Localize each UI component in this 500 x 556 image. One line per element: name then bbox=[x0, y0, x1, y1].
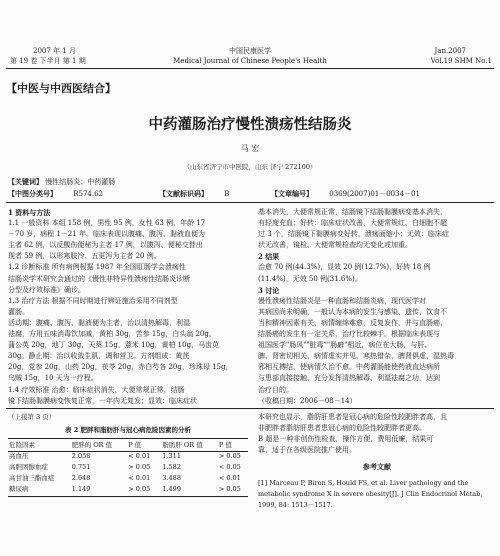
clc-label: 【中图分类号】 bbox=[8, 189, 57, 198]
body-line: B 超是一种非创伤性检查，操作方便，费用低廉，结果可 bbox=[258, 435, 434, 444]
body-line: 祖国医学"肠风""脏毒""肠癖"相近，病位在大肠，与肝、 bbox=[258, 341, 432, 350]
table-cell: > 0.05 bbox=[218, 484, 241, 493]
table-header-cell: 脂肪肝 OR 值 bbox=[162, 441, 203, 449]
header-journal-cn: 中国民康医学 bbox=[229, 47, 271, 55]
reference-line: metabolic syndrome X in severe obesity[J]. J Clin Endocrinol Metab, bbox=[258, 490, 483, 499]
continuation-note: （上接第 3 页） bbox=[8, 413, 56, 421]
body-line: 1.2 诊断标准 所有病例根据 1987 年全国肛肠学会溃疡性 bbox=[8, 263, 186, 272]
body-line: 治疗目的。 bbox=[258, 385, 293, 394]
body-line: 当和精神因素有关，病情缠绵难愈，反复发作，并与直肠癌、 bbox=[258, 318, 447, 327]
body-line: （收稿日期：2006－08－14） bbox=[258, 396, 357, 405]
body-line: 慢性溃疡性结肠炎是一种直肠和结肠炎病，现代医学对 bbox=[258, 296, 426, 305]
table-cell: > 0.05 bbox=[128, 484, 151, 493]
body-line: 与患部直接接触，充分发挥清热解毒、利湿祛腐之功，达到 bbox=[258, 374, 440, 383]
references-heading: 参考文献 bbox=[363, 462, 391, 471]
body-line: 脾、肾密切相关，病情虚实并见，寒热错杂，脾肾俱虚，湿热毒 bbox=[258, 352, 454, 361]
body-line: 基本消失，大便常规正常，结肠镜下结肠黏膜病变基本消失， bbox=[258, 208, 447, 216]
body-line: 其病因尚未明确，一般认为本病的发生与感染、遗传、饮食不 bbox=[258, 307, 447, 316]
meta-rule bbox=[6, 202, 494, 203]
section-tag: 【中医与中西医结合】 bbox=[6, 82, 116, 95]
table-header-rule bbox=[8, 451, 248, 452]
body-line: 靠，适于在各级医院推广使用。 bbox=[258, 446, 356, 455]
doc-code-value: B bbox=[224, 190, 230, 198]
table-cell: 2.058 bbox=[71, 451, 91, 460]
body-line: 过 3 个，结肠镜下黏膜病变好转，溃疡面缩小；无效：临床症 bbox=[258, 230, 449, 239]
affiliation: （山东省济宁市中医院，山东 济宁 272100） bbox=[183, 163, 317, 171]
doc-code-label: 【文献标识码】 bbox=[159, 189, 208, 198]
body-line: 活动期：腹痛、腹泻、黏液便为主者，治以清热解毒，利湿 bbox=[8, 318, 190, 327]
table-cell: 1.582 bbox=[162, 462, 181, 471]
table-cell: < 0.05 bbox=[218, 462, 241, 471]
table-header-row bbox=[6, 439, 250, 450]
article-title: 中药灌肠治疗慢性溃疡性结肠炎 bbox=[148, 116, 352, 133]
table-header-cell: P 值 bbox=[218, 441, 232, 449]
body-line: 祛腐，方用五味消毒饮加减，黄柏 30g，苦参 15g，白头翁 20g， bbox=[8, 330, 216, 339]
header-right-volume: Vol.19 SHM No.1 bbox=[430, 57, 492, 65]
body-line: 结肠癌的发生有一定关系，治疗比较棘手。根据临床表现与 bbox=[258, 330, 440, 339]
table-cell: < 0.01 bbox=[218, 473, 241, 482]
table-cell: 1.499 bbox=[162, 484, 181, 493]
reference-list bbox=[258, 478, 496, 511]
table-cell: 3.488 bbox=[162, 473, 181, 482]
table-cell: 1.311 bbox=[162, 451, 181, 460]
left-column bbox=[8, 207, 248, 407]
keywords-value: 慢性结肠炎；中药灌肠 bbox=[45, 178, 116, 186]
body-line: 2 结果 bbox=[258, 252, 280, 262]
body-line: 1.3 治疗方法 根据不同时期进行辨证施治采用不同剂型 bbox=[8, 296, 178, 305]
header-left-volume: 第 19 卷 下半月 第 1 期 bbox=[10, 57, 86, 65]
body-line: 灌肠。 bbox=[8, 307, 29, 316]
reference-line: [1] Marceau P, Biron S, Hould FS, et al. Liver pathology and the bbox=[258, 479, 469, 487]
body-line: 乌贼 15g，10 天为一疗程。 bbox=[8, 374, 98, 383]
body-line: 1.4 疗效标准 治愈：临床症状消失，大便常规正常，结肠 bbox=[8, 385, 185, 394]
table-header-cell: P 值 bbox=[128, 441, 142, 449]
body-line: (11.4%)，无效 50 例(31.6%)。 bbox=[258, 274, 362, 283]
meta-doc-code bbox=[159, 188, 229, 200]
table-cell: 高血压 bbox=[9, 452, 29, 460]
table-row bbox=[6, 483, 250, 494]
meta-clc bbox=[8, 188, 103, 200]
body-line: －70 岁，病程 1－21 年。临床表现以腹痛、腹泻、黏液血便为 bbox=[8, 230, 205, 239]
body-line: 现者 59 例，以形寒肢冷、五更泻为主者 20 例。 bbox=[8, 252, 161, 261]
article-number-value: 0369(2007)01－0034－01 bbox=[329, 190, 420, 198]
discussion-continued bbox=[258, 412, 496, 456]
body-line: 邪相互搏结，使病情久治不愈。中药灌肠能使药液直达病所 bbox=[258, 363, 440, 372]
table-cell: > 0.05 bbox=[128, 462, 151, 471]
body-line: 治愈 70 例(44.3%)，显效 20 例(12.7%)，好转 18 例 bbox=[258, 263, 431, 272]
risk-factor-table bbox=[6, 439, 250, 494]
meta-article-number bbox=[271, 188, 420, 200]
header-right-date: Jan.2007 bbox=[434, 47, 466, 55]
body-line: 分型及疗效标准》确诊。 bbox=[8, 285, 85, 294]
article-number-label: 【文章编号】 bbox=[271, 189, 313, 198]
section-divider bbox=[6, 408, 494, 409]
body-line: 镜下结肠黏膜病变恢复正常，一年内无复发；显效：临床症状 bbox=[8, 396, 197, 405]
author: 马 宏 bbox=[240, 144, 260, 153]
body-line: 30g。静止期：治以收敛生肌，调和营卫。方剂组成：黄芪 bbox=[8, 352, 190, 361]
table-header-cell: 危险因素 bbox=[9, 441, 35, 449]
body-line: 1 资料与方法 bbox=[8, 208, 51, 217]
table-cell: > 0.05 bbox=[218, 451, 241, 460]
body-line: 主者 62 例，以反酸伤便秘为主者 17 例，以腹泻、便秘交替出 bbox=[8, 241, 203, 250]
table-cell: 高胆固醇血症 bbox=[9, 463, 48, 471]
body-line: 状无改善，镜检、大便常规检查均无变化或加重。 bbox=[258, 241, 412, 250]
table-bottom-rule bbox=[8, 496, 248, 497]
body-line: 本研究也显示，脂肪肝患者是冠心病的危险性较肥胖者高，且 bbox=[258, 413, 447, 421]
header-journal-en: Medical Journal of Chinese People's Health bbox=[173, 57, 327, 65]
header-rule bbox=[6, 68, 494, 69]
body-line: 1.1 一般资料 本组 158 例，男性 95 例，女性 63 例，年龄 17 bbox=[8, 219, 206, 228]
table-cell: 糖尿病 bbox=[9, 485, 29, 493]
right-column bbox=[258, 207, 496, 407]
body-line: 非肥胖者脂肪肝患者患冠心病的危险性较肥胖者更高。 bbox=[258, 424, 426, 433]
table-cell: 2.648 bbox=[71, 473, 91, 482]
keywords bbox=[8, 176, 115, 188]
reference-line: 1999, 84: 1513－1517. bbox=[258, 501, 333, 510]
table-row bbox=[6, 472, 250, 483]
table-caption: 表 2 肥胖和脂肪肝与冠心病危险因素的分析 bbox=[64, 426, 192, 434]
clc-value: R574.62 bbox=[73, 190, 103, 198]
table-cell: < 0.01 bbox=[128, 473, 151, 482]
body-line: 3 讨论 bbox=[258, 285, 280, 295]
table-cell: 1.149 bbox=[71, 484, 91, 493]
table-header-cell: 肥胖的 OR 值 bbox=[71, 441, 113, 449]
table-row bbox=[6, 450, 250, 461]
body-line: 蒲公英 20g，地丁 30g，天葵 15g，薏米 10g，黄柏 10g，马齿苋 bbox=[8, 341, 220, 350]
table-row bbox=[6, 461, 250, 472]
body-line: 20g，党参 20g，山药 20g，茯苓 20g，赤白芍各 20g，珍珠母 15g， bbox=[8, 363, 233, 372]
body-line: 有轻度充血；好转：临床症状改善，大便常规红、白细胞不超 bbox=[258, 219, 447, 228]
table-cell: < 0.01 bbox=[128, 451, 151, 460]
table-cell: 0.751 bbox=[71, 462, 91, 471]
body-line: 结肠炎学术研究会通过的《慢性非特异性溃疡性结肠炎诊断 bbox=[8, 274, 190, 283]
header-left-date: 2007 年 1 月 bbox=[33, 47, 76, 55]
keywords-label: 【关键词】 bbox=[8, 177, 43, 186]
table-cell: 高甘油三酯血症 bbox=[9, 474, 55, 482]
